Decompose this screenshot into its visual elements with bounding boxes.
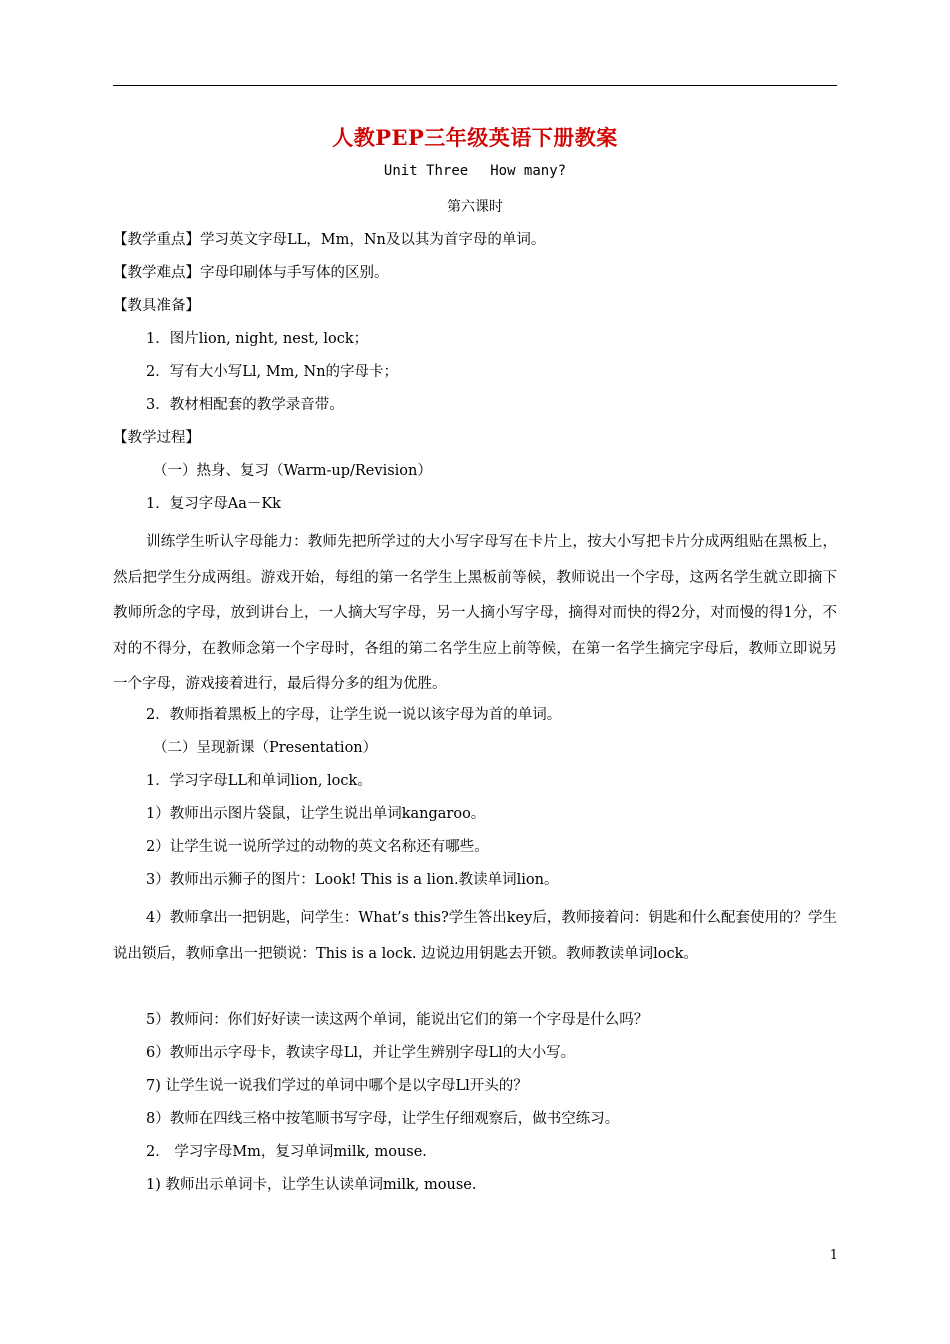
presentation-item-2: 2． 学习字母Mm，复习单词milk, mouse.: [146, 1144, 427, 1160]
presentation-step: 3）教师出示狮子的图片：Look! This is a lion.教读单词lion。: [146, 872, 559, 888]
page-number: 1: [829, 1248, 838, 1263]
presentation-step: 6）教师出示字母卡，教读字母Ll，并让学生辨别字母Ll的大小写。: [146, 1045, 576, 1061]
unit-topic: How many?: [490, 163, 567, 179]
warmup-heading: （一）热身、复习（Warm-up/Revision）: [153, 463, 432, 479]
presentation-step: 8）教师在四线三格中按笔顺书写字母，让学生仔细观察后，做书空练习。: [146, 1111, 620, 1127]
presentation-heading: （二）呈现新课（Presentation）: [153, 740, 378, 756]
unit-subtitle: [0, 163, 950, 179]
key-points: 【教学重点】学习英文字母LL，Mm，Nn及以其为首字母的单词。: [113, 232, 546, 248]
difficulties: 【教学难点】字母印刷体与手写体的区别。: [113, 265, 389, 281]
materials-item: 3．教材相配套的教学录音带。: [146, 397, 344, 413]
materials-item: 1．图片lion, night, nest, lock；: [146, 331, 369, 347]
presentation-step: 1）教师出示图片袋鼠，让学生说出单词kangaroo。: [146, 806, 486, 822]
warmup-item-1: 1．复习字母Aa－Kk: [146, 496, 281, 512]
document-title: 人教PEP三年级英语下册教案: [332, 125, 618, 150]
materials-item: 2．写有大小写Ll, Mm, Nn的字母卡；: [146, 364, 399, 380]
process-heading: 【教学过程】: [113, 430, 200, 446]
presentation-item-2-step-1: 1) 教师出示单词卡，让学生认读单词milk, mouse.: [146, 1177, 477, 1193]
presentation-step: 2）让学生说一说所学过的动物的英文名称还有哪些。: [146, 839, 489, 855]
document-body: [113, 228, 837, 1206]
header-rule: [113, 85, 837, 86]
materials-heading: 【教具准备】: [113, 298, 200, 314]
unit-label: Unit Three: [383, 163, 469, 179]
presentation-item-1: 1．学习字母LL和单词lion, lock。: [146, 773, 372, 789]
presentation-step-4: 4）教师拿出一把钥匙，问学生：What’s this?学生答出key后，教师接着问：钥匙和什么配套使用的？学生说出锁后，教师拿出一把锁说：This is a lock. 边说边用钥匙去开锁。教师教读单词lock。: [113, 910, 837, 962]
presentation-step: 5）教师问：你们好好读一读这两个单词，能说出它们的第一个字母是什么吗？: [146, 1012, 649, 1028]
lesson-label: 第六课时: [447, 199, 503, 215]
presentation-step: 7) 让学生说一说我们学过的单词中哪个是以字母Ll开头的？: [146, 1078, 528, 1094]
warmup-item-2: 2．教师指着黑板上的字母，让学生说一说以该字母为首的单词。: [146, 707, 562, 723]
warmup-paragraph: 训练学生听认字母能力：教师先把所学过的大小写字母写在卡片上，按大小写把卡片分成两组贴在黑板上，然后把学生分成两组。游戏开始，每组的第一名学生上黑板前等候，教师说出一个字母，这两名学生就立即摘下教师所念的字母，放到讲台上，一人摘大写字母，另一人摘小写字母，摘得对而快的得2分，对而慢的得1分，不对的不得分，在教师念第一个字母时，各组的第二名学生应上前等候，在第一名学生摘完字母后，教师立即说另一个字母，游戏接着进行，最后得分多的组为优胜。: [113, 534, 837, 693]
